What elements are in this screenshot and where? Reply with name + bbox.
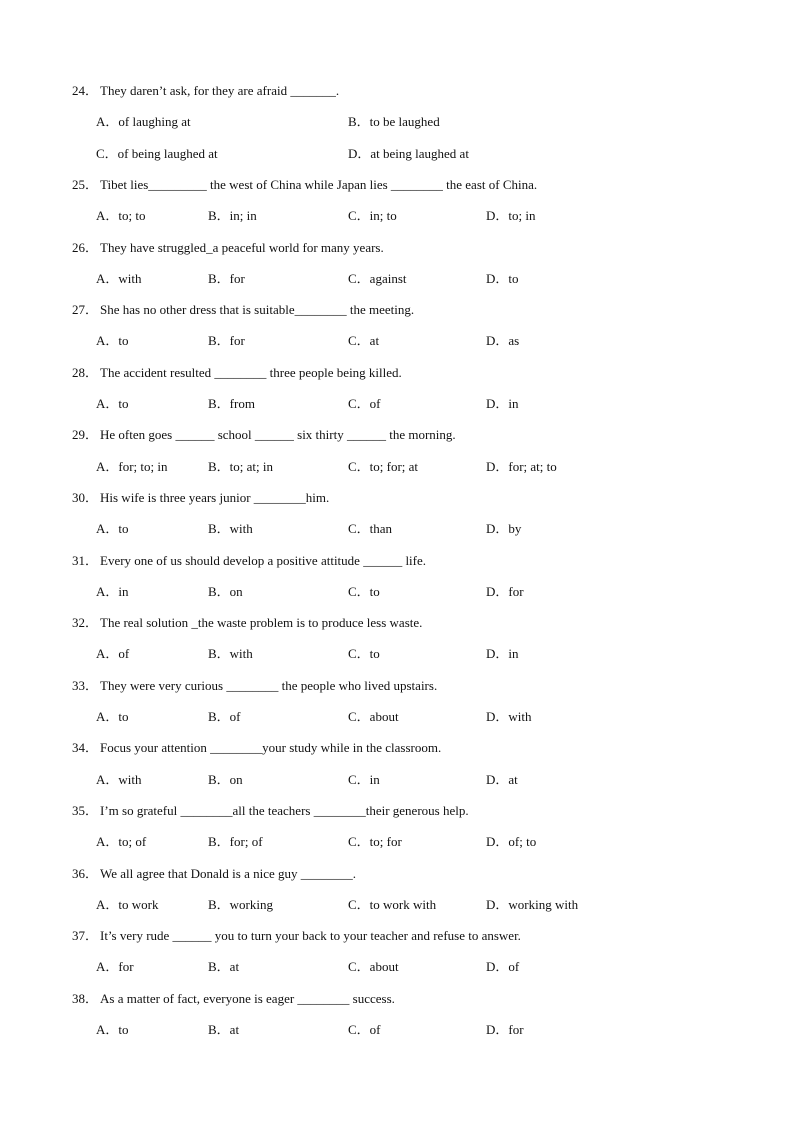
- answer-options-row: [96, 582, 756, 602]
- question-text: They have struggled_a peaceful world for many years.: [100, 239, 384, 255]
- answer-option[interactable]: B．on: [208, 583, 243, 599]
- answer-options-row: [96, 832, 756, 852]
- answer-option[interactable]: B．from: [208, 396, 255, 411]
- answer-option[interactable]: A．to: [96, 1022, 129, 1037]
- answer-option[interactable]: C．of: [348, 396, 381, 411]
- answer-option[interactable]: B．with: [208, 646, 253, 662]
- answer-option[interactable]: A．to work: [96, 896, 159, 912]
- answer-option[interactable]: A．for: [96, 959, 134, 975]
- answer-options-row: [96, 957, 756, 977]
- answer-option[interactable]: D．with: [486, 709, 532, 724]
- question-stem: [72, 738, 752, 758]
- answer-option[interactable]: C．to: [348, 646, 380, 662]
- question-number: 34．: [72, 740, 99, 756]
- question-text: As a matter of fact, everyone is eager ________ success.: [100, 990, 395, 1006]
- question-text: The accident resulted ________ three people being killed.: [100, 364, 402, 380]
- answer-option[interactable]: D．of; to: [486, 834, 537, 850]
- question-stem: [72, 300, 752, 320]
- question-text: He often goes ______ school ______ six thirty ______ the morning.: [100, 427, 456, 443]
- answer-options-row: [96, 144, 756, 164]
- question-text: They daren’t ask, for they are afraid _______.: [100, 83, 340, 98]
- question-number: 27．: [72, 302, 99, 318]
- answer-option[interactable]: A．of laughing at: [96, 114, 191, 130]
- question-stem: [72, 613, 752, 633]
- question-number: 25．: [72, 176, 99, 192]
- question-number: 32．: [72, 615, 99, 631]
- question-stem: [72, 989, 752, 1009]
- answer-options-row: [96, 895, 756, 915]
- answer-option[interactable]: D．of: [486, 959, 520, 975]
- question-text: Every one of us should develop a positive attitude ______ life.: [100, 552, 427, 568]
- answer-option[interactable]: D．in: [486, 396, 519, 411]
- answer-option[interactable]: D．at being laughed at: [348, 145, 469, 161]
- answer-options-row: [96, 394, 756, 414]
- answer-option[interactable]: A．with: [96, 771, 142, 787]
- answer-option[interactable]: A．to: [96, 333, 129, 349]
- question-stem: [72, 676, 752, 696]
- answer-option[interactable]: B．working: [208, 896, 274, 912]
- answer-option[interactable]: D．for; at; to: [486, 458, 557, 474]
- answer-option[interactable]: B．in; in: [208, 208, 257, 224]
- answer-options-row: [96, 644, 756, 664]
- question-stem: [72, 363, 752, 383]
- answer-option[interactable]: B．for; of: [208, 834, 263, 850]
- question-stem: [72, 238, 752, 258]
- answer-option[interactable]: D．for: [486, 1022, 524, 1037]
- answer-option[interactable]: D．by: [486, 521, 522, 537]
- answer-option[interactable]: B．for: [208, 333, 245, 349]
- answer-option[interactable]: B．for: [208, 270, 245, 286]
- answer-option[interactable]: A．to; of: [96, 834, 147, 850]
- question-stem: [72, 801, 752, 821]
- question-number: 36．: [72, 865, 99, 881]
- answer-option[interactable]: D．at: [486, 771, 518, 787]
- question-stem: [72, 488, 752, 508]
- answer-option[interactable]: A．to: [96, 521, 129, 537]
- question-text: We all agree that Donald is a nice guy ________.: [100, 865, 356, 881]
- answer-options-row: [96, 707, 756, 727]
- answer-option[interactable]: C．in: [348, 771, 380, 787]
- answer-option[interactable]: C．at: [348, 333, 380, 349]
- answer-option[interactable]: C．than: [348, 521, 393, 537]
- answer-option[interactable]: B．to be laughed: [348, 114, 440, 130]
- question-number: 35．: [72, 802, 99, 818]
- answer-option[interactable]: B．with: [208, 521, 253, 537]
- question-stem: [72, 425, 752, 445]
- answer-options-row: [96, 770, 756, 790]
- answer-option[interactable]: A．to: [96, 709, 129, 724]
- answer-options-row: [96, 206, 756, 226]
- answer-option[interactable]: C．to; for: [348, 834, 402, 850]
- question-text: It’s very rude ______ you to turn your back to your teacher and refuse to answer.: [100, 928, 521, 944]
- answer-options-row: [96, 1020, 756, 1040]
- answer-option[interactable]: C．about: [348, 709, 399, 724]
- answer-option[interactable]: A．for; to; in: [96, 458, 168, 474]
- question-stem: [72, 81, 752, 101]
- question-text: They were very curious ________ the people who lived upstairs.: [100, 677, 438, 693]
- answer-option[interactable]: B．at: [208, 1022, 240, 1037]
- answer-option[interactable]: C．of: [348, 1022, 381, 1037]
- answer-option[interactable]: A．with: [96, 270, 142, 286]
- question-text: The real solution _the waste problem is to produce less waste.: [100, 615, 423, 631]
- answer-option[interactable]: A．to; to: [96, 208, 146, 224]
- question-stem: [72, 926, 752, 946]
- question-number: 30．: [72, 489, 99, 505]
- answer-option[interactable]: D．to: [486, 270, 519, 286]
- question-number: 31．: [72, 552, 99, 568]
- answer-option[interactable]: C．of being laughed at: [96, 145, 218, 161]
- question-number: 33．: [72, 677, 99, 693]
- answer-options-row: [96, 269, 756, 289]
- question-number: 29．: [72, 427, 99, 443]
- question-text: I’m so grateful ________all the teachers ________their generous help.: [100, 802, 469, 818]
- answer-option[interactable]: A．in: [96, 583, 129, 599]
- question-text: Focus your attention ________your study while in the classroom.: [100, 740, 442, 756]
- answer-options-row: [96, 519, 756, 539]
- question-stem: [72, 864, 752, 884]
- question-text: She has no other dress that is suitable________ the meeting.: [100, 302, 415, 318]
- answer-option[interactable]: B．on: [208, 771, 243, 787]
- question-stem: [72, 175, 752, 195]
- answer-option[interactable]: C．about: [348, 959, 399, 975]
- answer-option[interactable]: C．to; for; at: [348, 458, 419, 474]
- answer-option[interactable]: B．at: [208, 959, 240, 975]
- answer-options-row: [96, 331, 756, 351]
- question-text: His wife is three years junior ________him.: [100, 489, 330, 505]
- answer-option[interactable]: B．of: [208, 709, 241, 724]
- question-number: 26．: [72, 239, 99, 255]
- answer-options-row: [96, 457, 756, 477]
- answer-option[interactable]: D．as: [486, 333, 520, 349]
- answer-option[interactable]: C．to work with: [348, 896, 437, 912]
- question-stem: [72, 551, 752, 571]
- answer-option[interactable]: C．against: [348, 270, 407, 286]
- question-number: 28．: [72, 364, 99, 380]
- answer-option[interactable]: D．in: [486, 646, 519, 662]
- answer-option[interactable]: B．to; at; in: [208, 458, 274, 474]
- question-number: 38．: [72, 990, 99, 1006]
- answer-option[interactable]: D．to; in: [486, 208, 536, 224]
- answer-option[interactable]: A．to: [96, 396, 129, 411]
- answer-option[interactable]: C．in; to: [348, 208, 397, 224]
- answer-option[interactable]: D．for: [486, 583, 524, 599]
- question-number: 37．: [72, 928, 99, 944]
- answer-option[interactable]: D．working with: [486, 896, 579, 912]
- question-number: 24．: [72, 83, 99, 98]
- answer-option[interactable]: C．to: [348, 583, 380, 599]
- question-text: Tibet lies_________ the west of China while Japan lies ________ the east of China.: [100, 176, 538, 192]
- answer-options-row: [96, 112, 756, 132]
- answer-option[interactable]: A．of: [96, 646, 130, 662]
